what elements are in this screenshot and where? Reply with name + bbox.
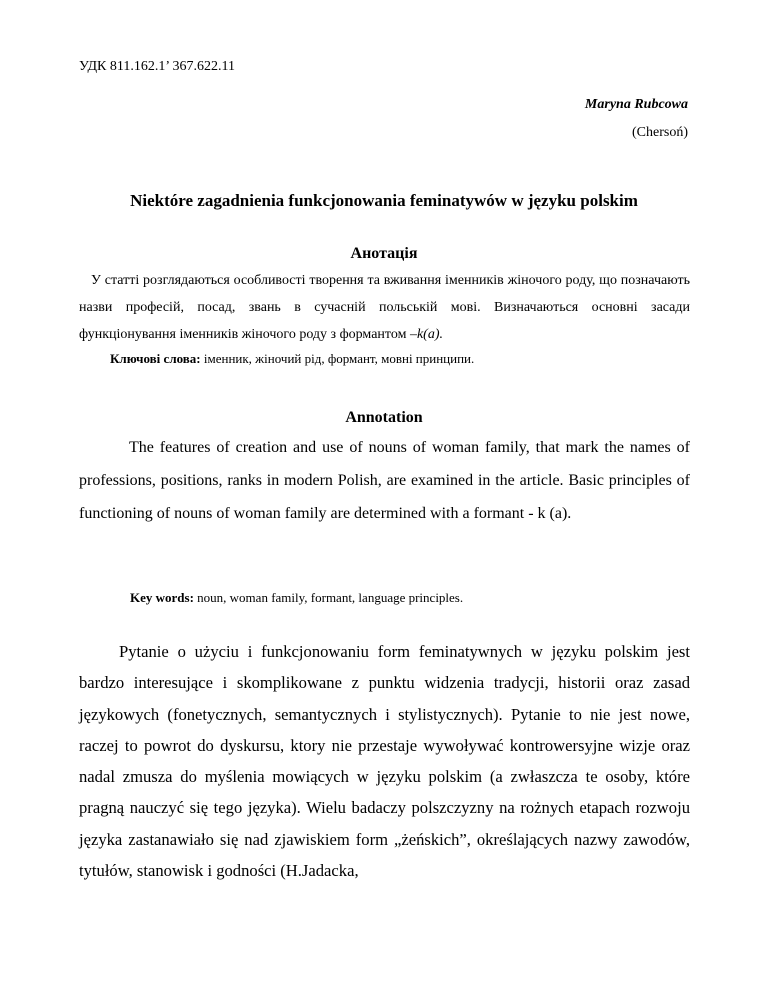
keywords-uk-label: Ключові слова: bbox=[110, 351, 201, 366]
abstract-uk-formant: –k(a). bbox=[409, 327, 443, 342]
abstract-uk-heading: Анотація bbox=[350, 245, 418, 262]
author-city: (Chersoń) bbox=[632, 125, 688, 140]
abstract-en-heading: Annotation bbox=[345, 409, 423, 426]
abstract-uk-body: У статті розглядаються особливості творення та вживання іменників жіночого роду, що позначають назви професій, посад, звань в сучасній польській мові. Визначаються основні засади функціонування іменників жіночого роду з формантом bbox=[79, 273, 690, 342]
keywords-uk-list: іменник, жіночий рід, формант, мовні принципи. bbox=[200, 351, 475, 366]
keywords-en-label: Key words: bbox=[130, 590, 194, 605]
abstract-en-text: The features of creation and use of nouns of woman family, that mark the names of professions, positions, ranks in modern Polish, are examined in the article. Basic principles of functioning of nouns of woman family are determined with a formant - k (a). bbox=[79, 439, 690, 522]
abstract-uk-text bbox=[79, 267, 690, 348]
keywords-en-list: noun, woman family, formant, language principles. bbox=[193, 590, 464, 605]
keywords-uk bbox=[110, 349, 474, 369]
keywords-en bbox=[130, 588, 463, 608]
body-paragraph: Pytanie o użyciu i funkcjonowaniu form feminatywnych w języku polskim jest bardzo interesujące i skomplikowane z punktu widzenia tradycji, historii oraz zasad językowych (fonetycznych, semantycznych i stylistycznych). Pytanie to nie jest nowe, raczej to powrot do dyskursu, ktory nie przestaje wywoływać kontrowersyjne wizje oraz nadal zmusza do myślenia mowiących w języku polskim (a zwłaszcza te osoby, które pragną nauczyć się tego języka). Wielu badaczy polszczyzny na rożnych etapach rozwoju języka zastanawiało się nad zjawiskiem form „żeńskich”, określających nazwy zawodów, tytułów, stanowisk i godności (H.Jadacka, bbox=[79, 642, 690, 881]
udc-code: УДК 811.162.1’ 367.622.11 bbox=[79, 59, 235, 74]
author-name: Maryna Rubcowa bbox=[584, 97, 688, 112]
paper-title: Niektóre zagadnienia funkcjonowania feminatywów w języku polskim bbox=[130, 191, 638, 210]
